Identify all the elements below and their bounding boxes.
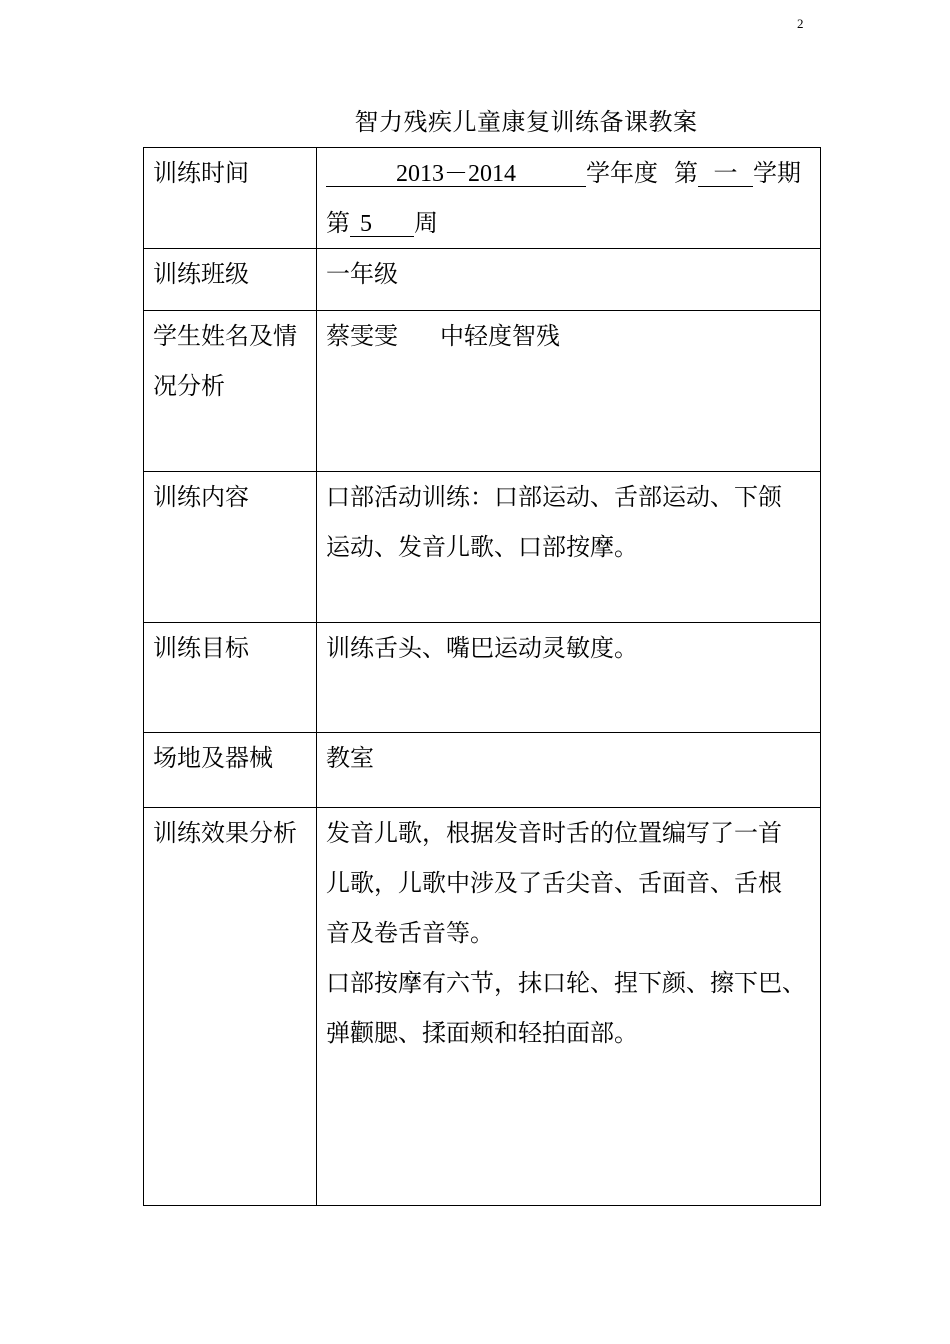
table-row-analysis (144, 808, 821, 1206)
label-venue: 场地及器械 (144, 733, 317, 808)
table-row-goal (144, 623, 821, 733)
term-suffix: 学期 (753, 159, 801, 187)
page-title: 智力残疾儿童康复训练备课教案 (354, 108, 698, 136)
content-line1: 口部活动训练：口部运动、舌部运动、下颌 (326, 483, 782, 511)
analysis-p2-line1: 口部按摩有六节，抹口轮、捏下颜、擦下巴、 (326, 969, 806, 997)
value-effect-analysis (317, 808, 821, 1206)
value-training-goal: 训练舌头、嘴巴运动灵敏度。 (317, 623, 821, 733)
analysis-p1-line2: 儿歌，儿歌中涉及了舌尖音、舌面音、舌根 (326, 869, 782, 897)
week-prefix: 第 (326, 209, 350, 237)
analysis-p1-line3: 音及卷舌音等。 (326, 919, 494, 947)
label-training-time: 训练时间 (144, 148, 317, 249)
term-prefix: 第 (674, 159, 698, 187)
page-number: 2 (797, 16, 804, 31)
week-suffix: 周 (414, 209, 438, 237)
lesson-plan-table (143, 147, 821, 1206)
school-year-field: 2013－2014 (326, 162, 586, 187)
term-field: 一 (698, 162, 753, 187)
table-row-venue (144, 733, 821, 808)
value-training-content (317, 472, 821, 623)
analysis-p1-line1: 发音儿歌，根据发音时舌的位置编写了一首 (326, 819, 782, 847)
label-student-line1: 学生姓名及情 (153, 322, 297, 350)
value-student-analysis (317, 311, 821, 472)
table-row-content (144, 472, 821, 623)
label-effect-analysis: 训练效果分析 (144, 808, 317, 1206)
table-row-student (144, 311, 821, 472)
school-year-suffix: 学年度 (586, 159, 658, 187)
label-training-content: 训练内容 (144, 472, 317, 623)
table-row-class (144, 249, 821, 311)
label-student-line2: 况分析 (153, 372, 225, 400)
value-training-time (317, 148, 821, 249)
label-student-analysis (144, 311, 317, 472)
value-venue: 教室 (317, 733, 821, 808)
week-field: 5 (350, 212, 414, 237)
table-row-time (144, 148, 821, 249)
label-training-class: 训练班级 (144, 249, 317, 311)
student-condition: 中轻度智残 (440, 322, 560, 350)
content-line2: 运动、发音儿歌、口部按摩。 (326, 533, 638, 561)
analysis-p2-line2: 弹颧腮、揉面颊和轻拍面部。 (326, 1019, 638, 1047)
label-training-goal: 训练目标 (144, 623, 317, 733)
value-training-class: 一年级 (317, 249, 821, 311)
student-name: 蔡雯雯 (326, 322, 398, 350)
